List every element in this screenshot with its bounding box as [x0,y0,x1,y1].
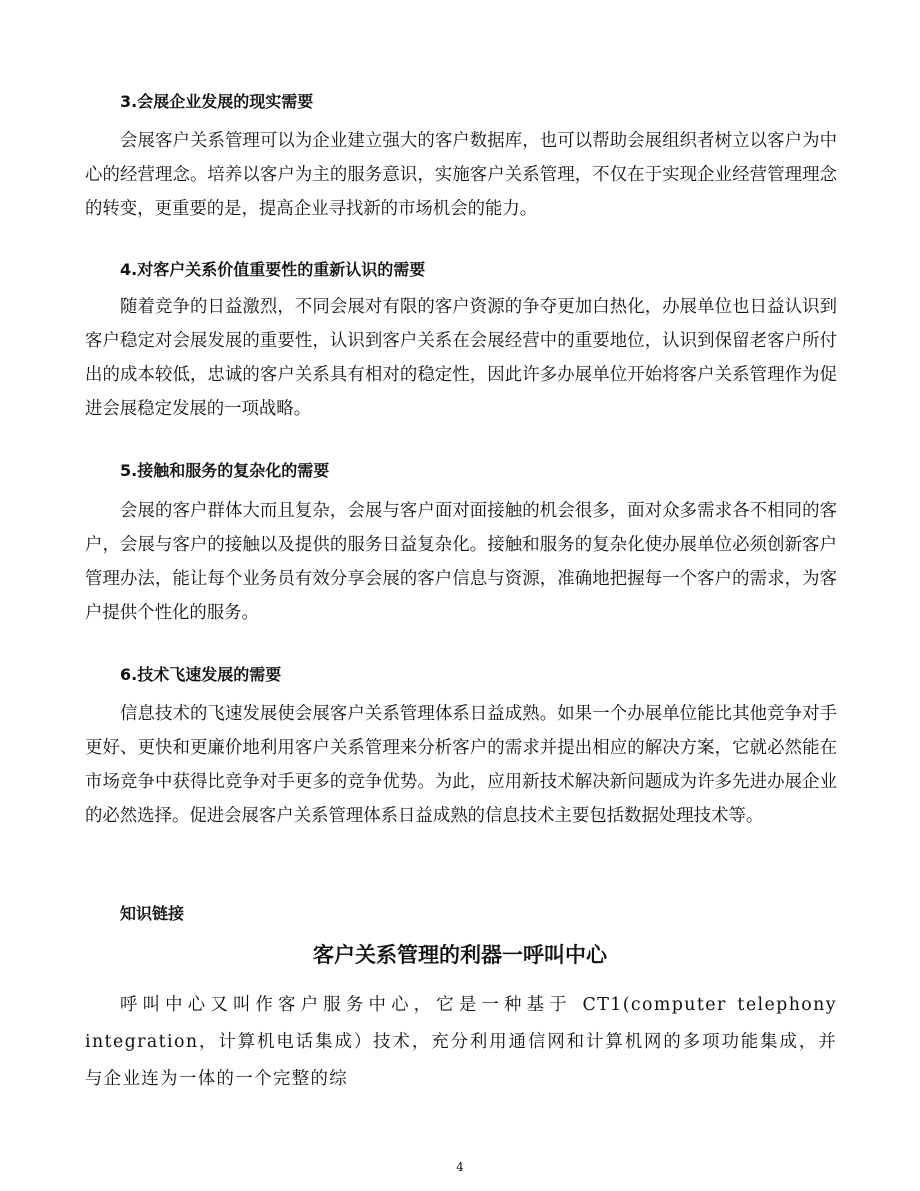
section-heading-6: 6.技术飞速发展的需要 [120,665,282,684]
section-paragraph-3: 会展客户关系管理可以为企业建立强大的客户数据库，也可以帮助会展组织者树立以客户为中心的经营理念。培养以客户为主的服务意识，实施客户关系管理，不仅在于实现企业经营管理理念的转变，更重要的是，提高企业寻找新的市场机会的能力。 [85,131,837,219]
knowledge-link-title: 客户关系管理的利器一呼叫中心 [313,943,607,967]
knowledge-link-label: 知识链接 [120,904,185,923]
section-paragraph-5: 会展的客户群体大而且复杂，会展与客户面对面接触的机会很多，面对众多需求各不相同的客户，会展与客户的接触以及提供的服务日益复杂化。接触和服务的复杂化使办展单位必须创新客户管理办法，能让每个业务员有效分享会展的客户信息与资源，准确地把握每一个客户的需求，为客户提供个性化的服务。 [85,501,837,623]
knowledge-link-paragraph: 呼叫中心又叫作客户服务中心，它是一种基于 CT1(computer telephony integration，计算机电话集成）技术，充分利用通信网和计算机网的多项功能集成，并与企业连为一体的一个完整的综 [85,995,837,1089]
section-paragraph-6: 信息技术的飞速发展使会展客户关系管理体系日益成熟。如果一个办展单位能比其他竞争对手更好、更快和更廉价地利用客户关系管理来分析客户的需求并提出相应的解决方案，它就必然能在市场竞争中获得比竞争对手更多的竞争优势。为此，应用新技术解决新问题成为许多先进办展企业的必然选择。促进会展客户关系管理体系日益成熟的信息技术主要包括数据处理技术等。 [85,704,837,826]
page-number: 4 [456,1160,464,1174]
section-heading-3: 3.会展企业发展的现实需要 [120,92,314,111]
section-heading-4: 4.对客户关系价值重要性的重新认识的需要 [120,260,426,279]
section-paragraph-4: 随着竞争的日益激烈，不同会展对有限的客户资源的争夺更加白热化，办展单位也日益认识到客户稳定对会展发展的重要性，认识到客户关系在会展经营中的重要地位，认识到保留老客户所付出的成本较低，忠诚的客户关系具有相对的稳定性，因此许多办展单位开始将客户关系管理作为促进会展稳定发展的一项战略。 [85,297,837,419]
section-heading-5: 5.接触和服务的复杂化的需要 [120,461,330,480]
